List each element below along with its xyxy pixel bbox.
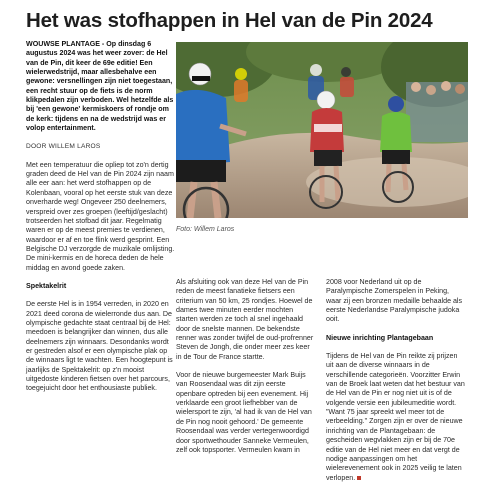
subhead-plantagebaan: Nieuwe inrichting Plantagebaan (326, 333, 434, 342)
column-1 (26, 40, 176, 403)
photo-caption: Foto: Willem Laros (176, 226, 235, 233)
subhead-spektakelrit: Spektakelrit (26, 281, 67, 290)
headline: Het was stofhappen in Hel van de Pin 2024 (26, 9, 433, 32)
byline: DOOR WILLEM LAROS (26, 143, 101, 151)
end-of-article-square-icon (357, 476, 361, 480)
lead-paragraph (26, 40, 176, 133)
lead-kicker: WOUWSE PLANTAGE - (26, 40, 107, 48)
body-paragraph-4: Voor de nieuwe burgemeester Mark Buijs van Roosendaal was dit zijn eerste openbare optreden bij een evenement. Hij verklaarde een groot liefhebber van de wielersport te zijn, 'al had ik van de Hel van de Pin nog nooit gehoord.' De gemeente Roosendaal was verder vertegenwoordigd door sportwethouder Sanneke Vermeulen, zelf ook topsporter. Vermeulen kwam in (176, 371, 312, 454)
body-paragraph-1: Met een temperatuur die opliep tot zo'n dertig graden deed de Hel van de Pin 2024 zijn naam alle eer aan: het werd stofhappen op de Kolenbaan, vooral op het eerste stuk van deze onverharde weg! Ongeveer 250 deelnemers, verspreid over zes groepen (leeftijd/geslacht) trotseerden het stofbad dit jaar. Regelmatig waren er op de meest premies te verdienen, waardoor er af en toe flink werd gesprint. Een Belgische DJ verzorgde de muzikale omlijsting. De mini-kermis en de horeca deden de hele middag en avond goede zaken. (26, 160, 175, 272)
body-paragraph-3: Als afsluiting ook van deze Hel van de Pin reden de meest fanatieke fietsers een criterium van 50 km, 25 rondjes. Hoewel de dames twee minuten eerder mochten starten werden ze toch al snel ingehaald door de snelste mannen. De bekendste renner was zonder twijfel de oud-profrenner Steven de Jongh, die onder meer zes keer in de Tour de France startte. (176, 278, 314, 361)
race-photo (176, 42, 468, 218)
body-paragraph-5: 2008 voor Nederland uit op de Paralympische Zomerspelen in Peking, waar zij een bronzen medaille behaalde als eerste Nederlandse Paralympische judoka ooit. (326, 278, 463, 324)
body-paragraph-6-text: Tijdens de Hel van de Pin reikte zij prijzen uit aan de diverse winnaars in de verschillende categorieën. Voorzitter Erwin van de Broek laat weten dat het bestuur van de Hel van de Pin er nog niet uit is of de volgende versie een jubileumeditie wordt. "Want 75 jaar spreekt wel meer tot de verbeelding." Zorgen zijn er over de nieuwe inrichting van de Plantagebaan: de gescheiden wegvlakken zijn er bij de 70e editie van de Hel niet meer en dat vergt de nodige aanpassingen om het wielerevenement ook in 2025 veilig te laten verlopen. (326, 352, 465, 482)
column-3 (326, 278, 466, 492)
body-paragraph-6 (326, 352, 466, 483)
lead-text: Op dinsdag 6 augustus 2024 was het weer zover: de Hel van de Pin, dit keer de 69e editie! Een wielerwedstrijd, maar allesbehalve een gewone: versnellingen zijn niet toegestaan, een recht stuur op de fiets is de norm klikpedalen zijn verboden. Wel hetzelfde als bij 'een gewone' kermiskoers of rondje om de kerk: tijdens en na de wedstrijd was er volop entertainment. (26, 40, 174, 133)
column-2 (176, 278, 314, 464)
body-paragraph-2: De eerste Hel is in 1954 verreden, in 2020 en 2021 deed corona de wielerronde dus aan. De olympische gedachte staat centraal bij de Hel: meedoen is belangrijker dan winnen, dus alle deelnemers zijn winnaars. Desondanks wordt er gestreden alsof er een olympische plak op de winnaars ligt te wachten. Een hoogtepunt is jaarlijks de Spektakelrit: op z'n mooist uitgedoste kinderen fietsen over het parcours, toegejuicht door het enthousiaste publiek. (26, 300, 173, 393)
